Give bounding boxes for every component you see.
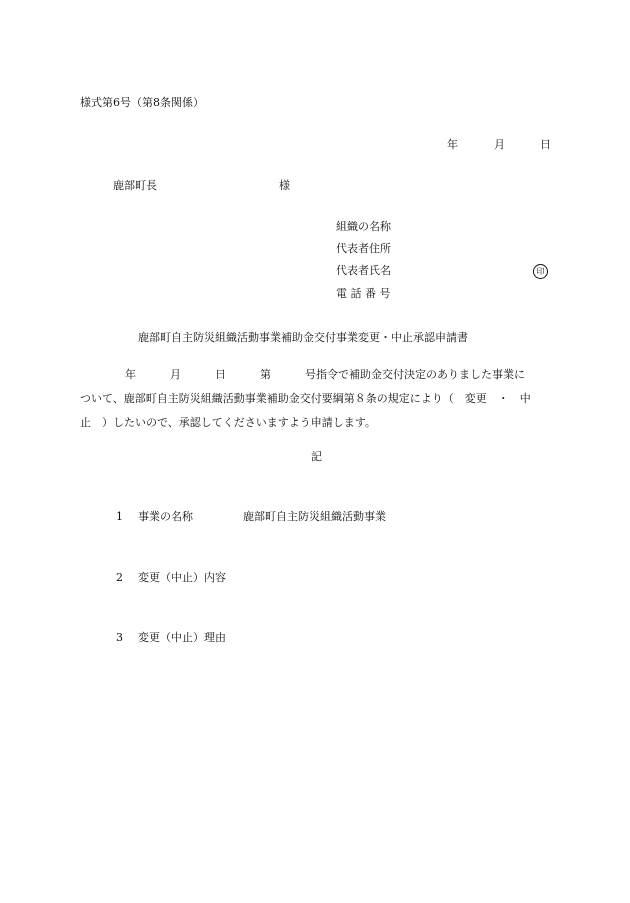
body-day: 日	[215, 368, 226, 381]
item-1-value: 鹿部町自主防災組織活動事業	[243, 510, 386, 523]
body-year: 年	[125, 368, 136, 381]
addressee-honorific: 様	[279, 179, 290, 192]
date-year: 年	[447, 138, 458, 151]
phone-label: 電 話 番 号	[336, 287, 391, 300]
body-line-3: 止 ）したいので、承認してくださいますよう申請します。	[80, 416, 376, 429]
ki-heading: 記	[311, 450, 322, 463]
body-line-1-rest: 号指令で補助金交付決定のありました事業に	[305, 368, 525, 381]
body-line-1	[80, 363, 552, 387]
rep-name-label: 代表者氏名	[336, 264, 391, 277]
date-month: 月	[494, 138, 505, 151]
form-number: 様式第6号（第8条関係）	[80, 96, 204, 109]
org-name-label: 組織の名称	[336, 220, 391, 233]
item-3-label: 変更（中止）理由	[138, 631, 226, 644]
item-1-number: 1	[116, 510, 123, 523]
item-3-number: 3	[116, 631, 123, 644]
seal-mark: 印	[533, 264, 548, 279]
item-1-label: 事業の名称	[138, 510, 193, 523]
rep-address-label: 代表者住所	[336, 242, 391, 255]
body-paragraph	[80, 363, 552, 435]
date-day: 日	[540, 138, 551, 151]
item-2-number: 2	[116, 571, 123, 584]
item-2-label: 変更（中止）内容	[138, 571, 226, 584]
document-title: 鹿部町自主防災組織活動事業補助金交付事業変更・中止承認申請書	[138, 331, 468, 344]
body-month: 月	[170, 368, 181, 381]
body-dai: 第	[260, 368, 271, 381]
body-line-2: ついて、鹿部町自主防災組織活動事業補助金交付要綱第８条の規定により（ 変更 ・ 中	[80, 392, 531, 405]
addressee-name: 鹿部町長	[113, 179, 157, 192]
